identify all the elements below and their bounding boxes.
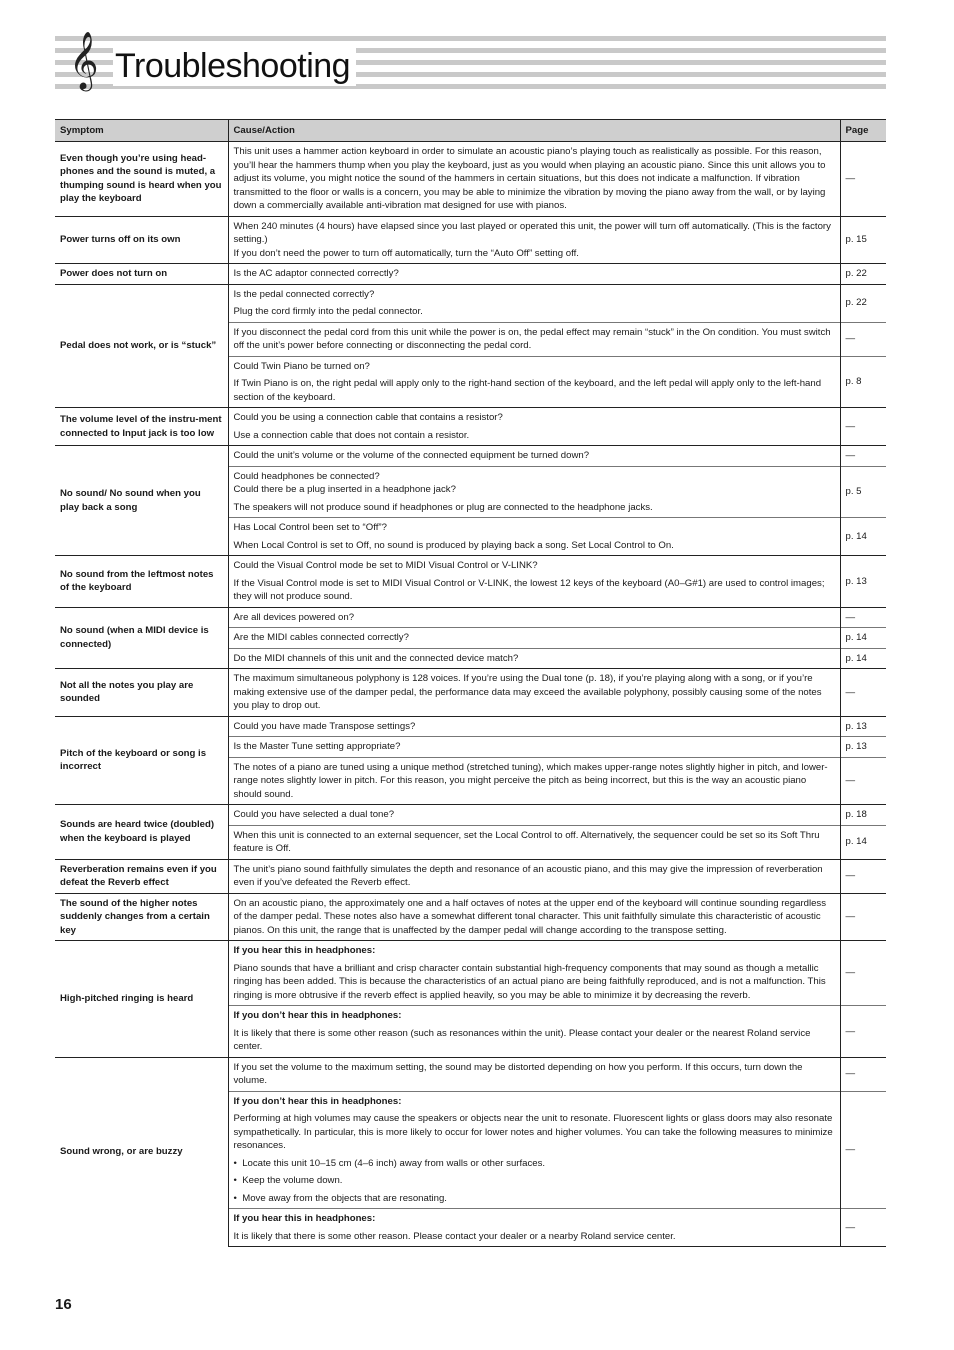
page-header (55, 31, 886, 90)
symptom-cell: No sound from the leftmost notes of the keyboard (55, 556, 228, 608)
symptom-cell: The sound of the higher notes suddenly changes from a certain key (55, 893, 228, 941)
symptom-cell: Sounds are heard twice (doubled) when the keyboard is played (55, 805, 228, 860)
page-ref: p. 13 (840, 716, 886, 737)
cause-text: If Twin Piano is on, the right pedal will apply only to the right-hand section of the keyboard, and the left pedal will apply only to the left-hand section of the keyboard. (233, 378, 822, 403)
page-ref: — (840, 1006, 886, 1058)
page-ref: p. 22 (840, 264, 886, 285)
subheading: If you hear this in headphones: (233, 945, 376, 956)
page-ref: — (840, 893, 886, 941)
symptom-cell: Power does not turn on (55, 264, 228, 285)
cause-cell (228, 1057, 840, 1091)
cause-cell (228, 1091, 840, 1209)
cause-cell (228, 669, 840, 717)
cause-cell (228, 893, 840, 941)
page-number: 16 (55, 1296, 72, 1313)
page-title: Troubleshooting (113, 46, 356, 86)
symptom-cell: The volume level of the instru-ment connected to Input jack is too low (55, 408, 228, 446)
cause-text: Could the unit’s volume or the volume of the connected equipment be turned down? (233, 450, 590, 461)
cause-text: When this unit is connected to an external sequencer, set the Local Control to off. Alternatively, the sequencer could be set so its Soft Thru feature is Off. (233, 829, 820, 854)
table-row (55, 859, 886, 893)
cause-text: On an acoustic piano, the approximately one and a half octaves of notes at the upper end of the keyboard will continue sounding regardless of the damper pedal. These notes also have a somewhat different tonal character. This unit faithfully simulate this characteristic of acoustic pianos. On this unit, the range that is unaffected by the damper pedal will change according to the transpose setting. (233, 897, 827, 936)
bullet-text: Keep the volume down. (242, 1175, 343, 1186)
cause-text: Are the MIDI cables connected correctly? (233, 632, 409, 643)
page-ref: p. 13 (840, 737, 886, 758)
page-header-cell: Page (840, 120, 886, 142)
cause-text: Plug the cord firmly into the pedal connector. (233, 306, 423, 317)
subheading: If you don’t hear this in headphones: (233, 1010, 402, 1021)
page-ref: p. 15 (840, 216, 886, 264)
cause-text: The unit’s piano sound faithfully simulates the depth and resonance of an acoustic piano, and this may give the impression of reverberation even if you’ve defeated the Reverb effect. (233, 863, 823, 888)
page-ref: p. 14 (840, 825, 886, 859)
cause-text: Do the MIDI channels of this unit and the connected device match? (233, 652, 519, 664)
table-row (55, 669, 886, 717)
cause-cell (228, 757, 840, 805)
symptom-cell: Pitch of the keyboard or song is incorrect (55, 716, 228, 805)
staff-line (55, 36, 886, 41)
page-ref: — (840, 1057, 886, 1091)
cause-text: If you disconnect the pedal cord from this unit while the power is on, the pedal effect may remain “stuck” in the On condition. You must switch off the unit’s power before connecting or disconnecting the pedal cord. (233, 326, 831, 351)
table-row (55, 556, 886, 608)
cause-text: If you don’t need the power to turn off automatically, turn the “Auto Off” setting off. (233, 247, 579, 259)
cause-cell (228, 805, 840, 826)
page-ref: — (840, 669, 886, 717)
cause-text: Are all devices powered on? (233, 611, 355, 623)
cause-text: Could headphones be connected? (233, 470, 380, 482)
symptom-cell: High-pitched ringing is heard (55, 941, 228, 1058)
subheading: If you don’t hear this in headphones: (233, 1095, 402, 1107)
bullet-item: • Keep the volume down. (233, 1175, 343, 1186)
cause-cell (228, 1006, 840, 1058)
page-ref: — (840, 1091, 886, 1209)
table-row (55, 716, 886, 737)
cause-cell (228, 264, 840, 285)
cause-cell (228, 628, 840, 649)
table-row (55, 1057, 886, 1091)
page-ref: p. 14 (840, 518, 886, 556)
cause-text: If the Visual Control mode is set to MIDI Visual Control or V-LINK, the lowest 12 keys of the keyboard (A0–G#1) are used to control images; they will not produce sound. (233, 577, 825, 602)
page-ref: p. 14 (840, 628, 886, 649)
table-row (55, 941, 886, 1006)
cause-cell (228, 216, 840, 264)
symptom-cell: Pedal does not work, or is “stuck” (55, 284, 228, 408)
page-ref: — (840, 859, 886, 893)
table-row (55, 446, 886, 467)
cause-cell (228, 446, 840, 467)
table-row (55, 408, 886, 446)
page-ref: — (840, 1209, 886, 1247)
page-ref: p. 22 (840, 284, 886, 322)
subheading: If you hear this in headphones: (233, 1213, 376, 1224)
cause-text: Is the Master Tune setting appropriate? (233, 741, 401, 752)
cause-text: Use a connection cable that does not contain a resistor. (233, 429, 470, 441)
page-ref: p. 18 (840, 805, 886, 826)
cause-cell (228, 322, 840, 356)
cause-text: Is the AC adaptor connected correctly? (233, 268, 399, 279)
cause-cell (228, 284, 840, 322)
cause-text: Could you have selected a dual tone? (233, 809, 395, 820)
page-ref: — (840, 408, 886, 446)
symptom-cell: Reverberation remains even if you defeat the Reverb effect (55, 859, 228, 893)
symptom-cell: Power turns off on its own (55, 216, 228, 264)
cause-cell (228, 941, 840, 1006)
table-row (55, 805, 886, 826)
cause-text: The maximum simultaneous polyphony is 128 voices. If you’re using the Dual tone (p. 18), if you’re playing along with a song, or if you’re making extensive use of the damper pedal, the performance data may exceed the available polyphony, possibly causing some of the notes you play to drop out. (233, 673, 822, 711)
symptom-cell: Sound wrong, or are buzzy (55, 1057, 228, 1247)
bullet-item: • Locate this unit 10–15 cm (4–6 inch) away from walls or other surfaces. (233, 1157, 546, 1169)
cause-text: When 240 minutes (4 hours) have elapsed since you last played or operated this unit, the power will turn off automatically. (This is the factory setting.) (233, 220, 831, 245)
cause-cell (228, 556, 840, 608)
cause-text: When Local Control is set to Off, no sound is produced by playing back a song. Set Local Control to On. (233, 539, 674, 551)
cause-text: Could the Visual Control mode be set to MIDI Visual Control or V-LINK? (233, 560, 538, 571)
cause-text: It is likely that there is some other reason. Please contact your dealer or a nearby Roland service center. (233, 1230, 676, 1242)
page-ref: — (840, 142, 886, 217)
symptom-header: Symptom (55, 120, 228, 142)
symptom-cell: Not all the notes you play are sounded (55, 669, 228, 717)
table-row (55, 264, 886, 285)
page-ref: — (840, 941, 886, 1006)
table-row (55, 607, 886, 628)
cause-cell (228, 408, 840, 446)
troubleshooting-table (55, 119, 886, 1247)
cause-text: The notes of a piano are tuned using a unique method (stretched tuning), which makes upper-range notes slightly higher in pitch, and lower-range notes slightly lower in pitch. For this reason, you might perceive the pitch as being incorrect, but this is the way an acoustic piano should sound. (233, 761, 828, 800)
cause-cell (228, 648, 840, 669)
table-header-row (55, 120, 886, 142)
cause-cell (228, 859, 840, 893)
cause-text: Piano sounds that have a brilliant and crisp character contain substantial high-frequency components that may sound as though a metallic ringing has been added. This is because the characteristics of an actual piano are being faithfully reproduced, and is not a malfunction. This ringing is more obtrusive if the reverb effect is applied heavily, so you may be able to minimize it by decreasing the reverb. (233, 962, 826, 1001)
cause-text: Has Local Control been set to “Off”? (233, 522, 387, 533)
page-ref: — (840, 757, 886, 805)
cause-text: Could Twin Piano be turned on? (233, 360, 370, 372)
cause-header: Cause/Action (228, 120, 840, 142)
bullet-text: Locate this unit 10–15 cm (4–6 inch) away from walls or other surfaces. (242, 1157, 546, 1169)
cause-text: The speakers will not produce sound if headphones or plug are connected to the headphone jacks. (233, 501, 653, 513)
treble-clef-icon: 𝄞 (69, 31, 99, 89)
page-ref: — (840, 607, 886, 628)
cause-cell (228, 466, 840, 518)
cause-text: This unit uses a hammer action keyboard in order to simulate an acoustic piano’s playing touch as realistically as possible. For this reason, you’ll hear the hammers thump when you play the keyboard, just as you would when playing an acoustic piano. Since this unit allows you to adjust its volume, you might notice the sound of the hammers in certain situations, but this does not indicate a malfunction. If vibration transmitted to the floor or walls is a concern, you may be able to minimize the vibration by moving the piano away from the wall, or by laying down a commercially available anti-vibration mat designed for use with pianos. (233, 146, 826, 211)
cause-cell (228, 142, 840, 217)
cause-text: Performing at high volumes may cause the speakers or objects near the unit to resonate. Fluorescent lights or glass doors may also resonate sympathetically. In particular, this is more likely to occur for lower notes and higher volumes. You can take the following measures to minimize resonances. (233, 1113, 833, 1151)
page-ref: — (840, 446, 886, 467)
table-row (55, 284, 886, 322)
cause-cell (228, 737, 840, 758)
cause-cell (228, 716, 840, 737)
table-row (55, 142, 886, 217)
cause-cell (228, 1209, 840, 1247)
cause-text: It is likely that there is some other reason (such as resonances within the unit). Please contact your dealer or the nearest Roland service center. (233, 1027, 811, 1052)
page-ref: p. 8 (840, 356, 886, 408)
table-row (55, 216, 886, 264)
symptom-cell: No sound/ No sound when you play back a song (55, 446, 228, 556)
symptom-cell: Even though you’re using head-phones and the sound is muted, a thumping sound is heard when you play the keyboard (55, 142, 228, 217)
cause-cell (228, 356, 840, 408)
page-ref: p. 5 (840, 466, 886, 518)
cause-text: If you set the volume to the maximum setting, the sound may be distorted depending on how you perform. If this occurs, turn down the volume. (233, 1061, 803, 1086)
cause-text: Could there be a plug inserted in a headphone jack? (233, 484, 456, 495)
bullet-text: Move away from the objects that are resonating. (242, 1192, 447, 1204)
symptom-cell: No sound (when a MIDI device is connected) (55, 607, 228, 669)
cause-text: Could you have made Transpose settings? (233, 720, 416, 732)
cause-cell (228, 518, 840, 556)
cause-cell (228, 825, 840, 859)
page-ref: p. 13 (840, 556, 886, 608)
table-row (55, 893, 886, 941)
bullet-item: • Move away from the objects that are resonating. (233, 1192, 447, 1204)
page-ref: — (840, 322, 886, 356)
page-ref: p. 14 (840, 648, 886, 669)
cause-text: Is the pedal connected correctly? (233, 288, 375, 300)
cause-cell (228, 607, 840, 628)
cause-text: Could you be using a connection cable that contains a resistor? (233, 412, 503, 423)
